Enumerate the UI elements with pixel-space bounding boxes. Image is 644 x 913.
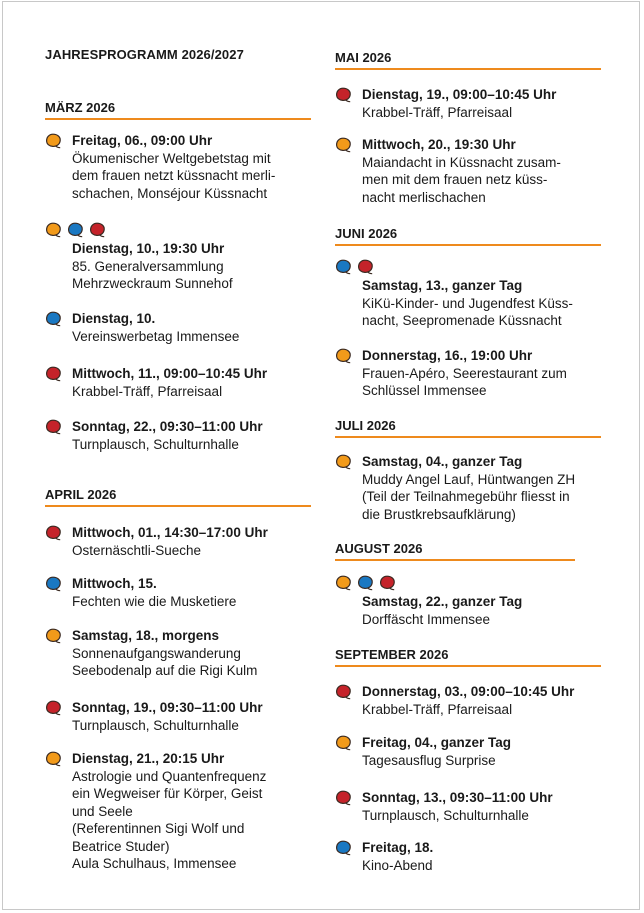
event-item [45,524,311,559]
red-speech-bubble-icon [379,575,395,591]
red-speech-bubble-icon [335,790,351,806]
event-description: Astrologie und Quantenfrequenz ein Wegweiser für Körper, Geist und Seele (Referentinnen Sigi Wolf und Beatrice Studer) Aula Schulhaus, Immensee [72,768,267,871]
event-date: Dienstag, 19., 09:00–10:45 Uhr [362,87,557,102]
red-speech-bubble-icon [45,525,61,541]
event-category-markers [335,840,357,856]
event-item [45,222,311,293]
event-description: KiKü-Kinder- und Jugendfest Küss- nacht, Seepromenade Küssnacht [362,295,573,328]
event-item [45,310,311,345]
event-category-markers [335,259,601,277]
month-heading: SEPTEMBER 2026 [335,647,601,667]
event-category-markers [45,222,311,240]
month-heading: APRIL 2026 [45,487,311,507]
event-date: Samstag, 04., ganzer Tag [362,454,523,469]
event-item [335,683,601,718]
event-category-markers [45,311,67,327]
event-item [45,699,311,734]
red-speech-bubble-icon [45,366,61,382]
event-description: Vereinswerbetag Immensee [72,328,240,344]
event-item [45,627,311,680]
blue-speech-bubble-icon [45,576,61,592]
orange-speech-bubble-icon [335,348,351,364]
event-item [45,132,311,202]
orange-speech-bubble-icon [45,751,61,767]
orange-speech-bubble-icon [45,222,61,238]
event-date: Donnerstag, 03., 09:00–10:45 Uhr [362,684,575,699]
event-item [335,453,601,523]
orange-speech-bubble-icon [335,454,351,470]
event-category-markers [45,628,67,644]
page-title: JAHRESPROGRAMM 2026/2027 [45,47,244,62]
month-heading: MAI 2026 [335,50,601,70]
event-description: Dorffäscht Immensee [362,611,491,627]
event-date: Samstag, 13., ganzer Tag [362,278,523,293]
blue-speech-bubble-icon [335,840,351,856]
event-item [335,136,601,206]
event-category-markers [335,454,357,470]
event-date: Dienstag, 10., 19:30 Uhr [72,241,225,256]
event-description: Fechten wie die Musketiere [72,593,237,609]
event-date: Mittwoch, 01., 14:30–17:00 Uhr [72,525,268,540]
event-date: Donnerstag, 16., 19:00 Uhr [362,348,533,363]
event-category-markers [45,525,67,541]
event-category-markers [335,137,357,153]
month-heading: JUNI 2026 [335,226,601,246]
event-description: Krabbel-Träff, Pfarreisaal [72,383,223,399]
blue-speech-bubble-icon [45,311,61,327]
red-speech-bubble-icon [357,259,373,275]
event-category-markers [335,87,357,103]
red-speech-bubble-icon [45,419,61,435]
event-description: Krabbel-Träff, Pfarreisaal [362,104,513,120]
event-date: Sonntag, 19., 09:30–11:00 Uhr [72,700,263,715]
red-speech-bubble-icon [89,222,105,238]
event-category-markers [335,684,357,700]
event-description: Frauen-Apéro, Seerestaurant zum Schlüssel Immensee [362,365,567,398]
event-description: Maiandacht in Küssnacht zusam- men mit dem frauen netz küss- nacht merlischachen [362,154,561,205]
event-item [45,750,311,873]
event-item [335,347,601,400]
event-date: Dienstag, 10. [72,311,156,326]
event-category-markers [335,735,357,751]
event-date: Mittwoch, 15. [72,576,157,591]
event-item [335,789,601,824]
orange-speech-bubble-icon [335,137,351,153]
event-item [45,365,311,400]
event-category-markers [45,419,67,435]
event-category-markers [335,790,357,806]
month-heading: MÄRZ 2026 [45,100,311,120]
event-description: Tagesausflug Surprise [362,752,496,768]
blue-speech-bubble-icon [335,259,351,275]
event-date: Dienstag, 21., 20:15 Uhr [72,751,225,766]
red-speech-bubble-icon [335,684,351,700]
event-category-markers [45,576,67,592]
month-heading: JULI 2026 [335,418,601,438]
month-heading: AUGUST 2026 [335,541,575,561]
event-date: Sonntag, 22., 09:30–11:00 Uhr [72,419,263,434]
event-item [45,575,311,610]
event-description: Ökumenischer Weltgebetstag mit dem frauen netzt küssnacht merli- schachen, Monséjour Küssnacht [72,150,276,201]
event-description: Muddy Angel Lauf, Hüntwangen ZH (Teil der Teilnahmegebühr fliesst in die Brustkrebsaufklärung) [362,471,576,522]
event-category-markers [45,751,67,767]
event-description: Turnplausch, Schulturnhalle [72,436,239,452]
event-date: Samstag, 18., morgens [72,628,220,643]
event-description: Kino-Abend [362,857,433,873]
event-category-markers [45,366,67,382]
event-date: Freitag, 04., ganzer Tag [362,735,512,750]
orange-speech-bubble-icon [335,575,351,591]
event-description: Krabbel-Träff, Pfarreisaal [362,701,513,717]
event-date: Mittwoch, 11., 09:00–10:45 Uhr [72,366,268,381]
orange-speech-bubble-icon [45,133,61,149]
blue-speech-bubble-icon [357,575,373,591]
event-description: Sonnenaufgangswanderung Seebodenalp auf die Rigi Kulm [72,645,258,678]
event-date: Freitag, 06., 09:00 Uhr [72,133,213,148]
event-item [335,575,601,628]
event-description: Turnplausch, Schulturnhalle [362,807,529,823]
event-category-markers [335,348,357,364]
orange-speech-bubble-icon [335,735,351,751]
event-date: Mittwoch, 20., 19:30 Uhr [362,137,516,152]
event-item [335,86,601,121]
event-description: Osternäschtli-Sueche [72,542,202,558]
event-description: Turnplausch, Schulturnhalle [72,717,239,733]
event-category-markers [335,575,601,593]
event-item [335,734,601,769]
event-date: Samstag, 22., ganzer Tag [362,594,523,609]
red-speech-bubble-icon [335,87,351,103]
event-category-markers [45,133,67,149]
event-date: Sonntag, 13., 09:30–11:00 Uhr [362,790,553,805]
event-item [335,839,601,874]
event-item [335,259,601,330]
event-category-markers [45,700,67,716]
red-speech-bubble-icon [45,700,61,716]
orange-speech-bubble-icon [45,628,61,644]
blue-speech-bubble-icon [67,222,83,238]
event-description: 85. Generalversammlung Mehrzweckraum Sunnehof [72,258,233,291]
event-item [45,418,311,453]
event-date: Freitag, 18. [362,840,434,855]
